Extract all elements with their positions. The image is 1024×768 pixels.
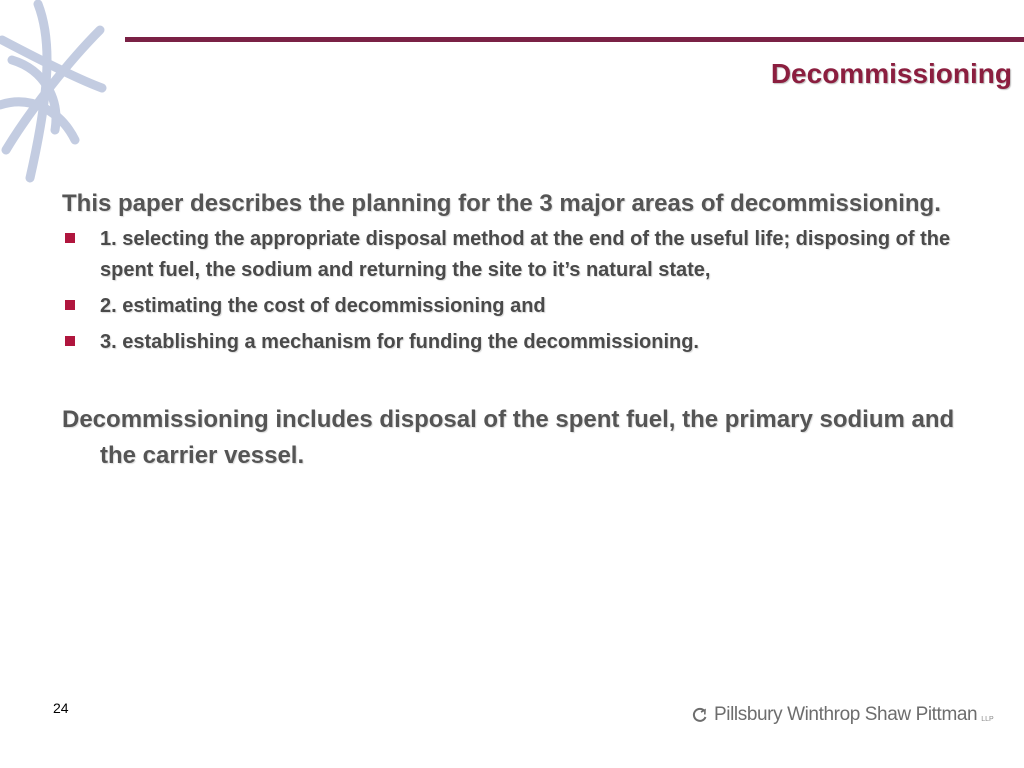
intro-paragraph: This paper describes the planning for the 3 major areas of decommissioning. [62,190,941,217]
bullet-list [62,224,982,358]
bullet-item [62,224,982,286]
bullet-item [62,291,982,322]
firm-name: Pillsbury Winthrop Shaw Pittman [714,704,978,725]
title-rule [125,37,1024,42]
bullet-item [62,327,982,358]
square-bullet-icon [65,233,75,243]
swirl-icon [692,707,708,723]
firm-suffix: LLP [981,715,994,723]
slide-title: Decommissioning [770,58,1012,89]
square-bullet-icon [65,300,75,310]
bullet-text: 2. estimating the cost of decommissioning and [100,295,546,317]
firm-logo [692,704,994,726]
page-number: 24 [53,700,69,716]
bullet-text: 3. establishing a mechanism for funding the decommissioning. [100,331,699,353]
closing-paragraph: Decommissioning includes disposal of the spent fuel, the primary sodium and the carrier vessel. [62,406,955,469]
bullet-text: 1. selecting the appropriate disposal method at the end of the useful life; disposing of the spent fuel, the sodium and returning the site to it’s natural state, [100,228,951,281]
slide-body [62,186,982,474]
square-bullet-icon [65,336,75,346]
atom-swirl-logo [0,0,110,185]
